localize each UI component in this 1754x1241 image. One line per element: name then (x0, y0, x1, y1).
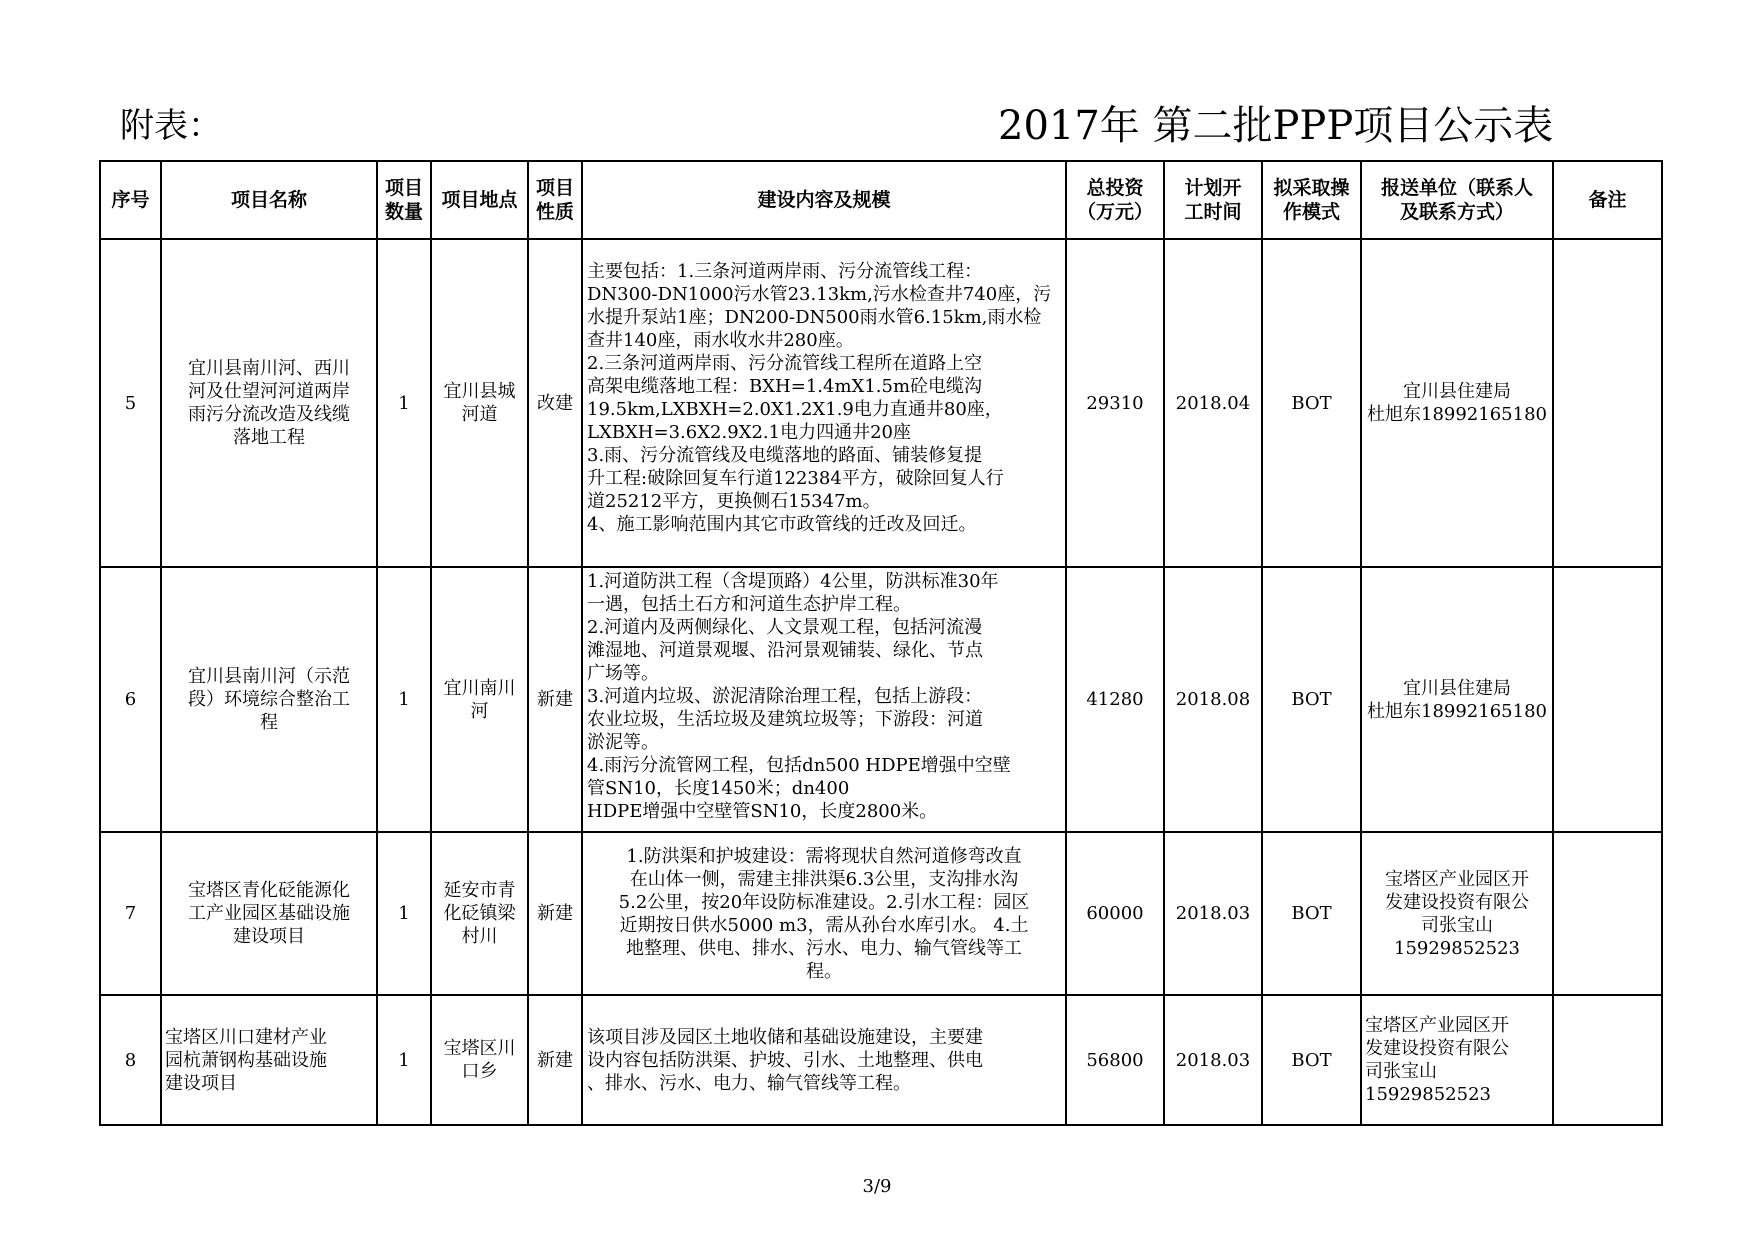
cell-count: 1 (377, 832, 431, 995)
cell-investment: 56800 (1066, 995, 1164, 1125)
cell-location: 宜川县城 河道 (431, 239, 528, 567)
cell-seq: 7 (100, 832, 161, 995)
table-header-row (100, 161, 1662, 239)
table-row (100, 995, 1662, 1125)
cell-start: 2018.04 (1164, 239, 1262, 567)
cell-reporter: 宝塔区产业园区开 发建设投资有限公 司张宝山 15929852523 (1361, 995, 1553, 1125)
cell-reporter: 宜川县住建局 杜旭东18992165180 (1361, 239, 1553, 567)
cell-location: 宜川南川 河 (431, 567, 528, 832)
cell-mode: BOT (1262, 567, 1361, 832)
cell-start: 2018.08 (1164, 567, 1262, 832)
cell-reporter: 宝塔区产业园区开 发建设投资有限公 司张宝山 15929852523 (1361, 832, 1553, 995)
col-header-investment: 总投资 （万元） (1066, 161, 1164, 239)
cell-nature: 改建 (528, 239, 582, 567)
cell-mode: BOT (1262, 995, 1361, 1125)
cell-name: 宝塔区川口建材产业 园杭萧钢构基础设施 建设项目 (161, 995, 377, 1125)
cell-seq: 6 (100, 567, 161, 832)
cell-name: 宝塔区青化砭能源化 工产业园区基础设施 建设项目 (161, 832, 377, 995)
col-header-location: 项目地点 (431, 161, 528, 239)
page-title: 2017年 第二批PPP项目公示表 (998, 103, 1554, 149)
page-number: 3/9 (862, 1176, 892, 1197)
cell-count: 1 (377, 995, 431, 1125)
col-header-count: 项目 数量 (377, 161, 431, 239)
cell-nature: 新建 (528, 995, 582, 1125)
cell-start: 2018.03 (1164, 832, 1262, 995)
cell-name: 宜川县南川河、西川 河及仕望河河道两岸 雨污分流改造及线缆 落地工程 (161, 239, 377, 567)
page-prefix: 附表： (120, 106, 222, 146)
cell-start: 2018.03 (1164, 995, 1262, 1125)
col-header-seq: 序号 (100, 161, 161, 239)
cell-investment: 29310 (1066, 239, 1164, 567)
col-header-note: 备注 (1553, 161, 1662, 239)
cell-location: 宝塔区川 口乡 (431, 995, 528, 1125)
col-header-nature: 项目 性质 (528, 161, 582, 239)
cell-note (1553, 995, 1662, 1125)
cell-seq: 8 (100, 995, 161, 1125)
cell-mode: BOT (1262, 832, 1361, 995)
cell-location: 延安市青 化砭镇梁 村川 (431, 832, 528, 995)
cell-investment: 60000 (1066, 832, 1164, 995)
cell-mode: BOT (1262, 239, 1361, 567)
cell-note (1553, 239, 1662, 567)
cell-note (1553, 567, 1662, 832)
cell-count: 1 (377, 239, 431, 567)
cell-content: 1.防洪渠和护坡建设：需将现状自然河道修弯改直 在山体一侧，需建主排洪渠6.3公里，支沟排水沟 5.2公里，按20年设防标准建设。2.引水工程：园区 近期按日供水5000 m3，需从孙台水库引水。 4.土 地整理、供电、排水、污水、电力、输气管线等工 程。 (582, 832, 1066, 995)
cell-content: 该项目涉及园区土地收储和基础设施建设，主要建 设内容包括防洪渠、护坡、引水、土地整理、供电 、排水、污水、电力、输气管线等工程。 (582, 995, 1066, 1125)
table-row (100, 239, 1662, 567)
cell-content: 主要包括：1.三条河道两岸雨、污分流管线工程： DN300-DN1000污水管23.13km,污水检查井740座，污 水提升泵站1座；DN200-DN500雨水管6.15km,雨水检 查井140座，雨水收水井280座。 2.三条河道两岸雨、污分流管线工程所在道路上空 高架电缆落地工程：BXH=1.4mX1.5m砼电缆沟 19.5km,LXBXH=2.0X1.2X1.9电力直通井80座， LXBXH=3.6X2.9X2.1电力四通井20座 3.雨、污分流管线及电缆落地的路面、铺装修复提 升工程:破除回复车行道122384平方，破除回复人行 道25212平方，更换侧石15347m。 4、施工影响范围内其它市政管线的迁改及回迁。 (582, 239, 1066, 567)
cell-investment: 41280 (1066, 567, 1164, 832)
col-header-start: 计划开 工时间 (1164, 161, 1262, 239)
cell-note (1553, 832, 1662, 995)
cell-count: 1 (377, 567, 431, 832)
table-row (100, 832, 1662, 995)
cell-nature: 新建 (528, 832, 582, 995)
col-header-mode: 拟采取操 作模式 (1262, 161, 1361, 239)
project-table (99, 160, 1663, 1126)
col-header-content: 建设内容及规模 (582, 161, 1066, 239)
table-row (100, 567, 1662, 832)
cell-seq: 5 (100, 239, 161, 567)
cell-nature: 新建 (528, 567, 582, 832)
cell-name: 宜川县南川河（示范 段）环境综合整治工 程 (161, 567, 377, 832)
cell-reporter: 宜川县住建局 杜旭东18992165180 (1361, 567, 1553, 832)
col-header-reporter: 报送单位（联系人 及联系方式） (1361, 161, 1553, 239)
cell-content: 1.河道防洪工程（含堤顶路）4公里，防洪标准30年 一遇，包括土石方和河道生态护岸工程。 2.河道内及两侧绿化、人文景观工程，包括河流漫 滩湿地、河道景观堰、沿河景观铺装、绿化、节点 广场等。 3.河道内垃圾、淤泥清除治理工程，包括上游段： 农业垃圾，生活垃圾及建筑垃圾等；下游段：河道 淤泥等。 4.雨污分流管网工程，包括dn500 HDPE增强中空壁 管SN10，长度1450米；dn400 HDPE增强中空壁管SN10，长度2800米。 (582, 567, 1066, 832)
col-header-name: 项目名称 (161, 161, 377, 239)
